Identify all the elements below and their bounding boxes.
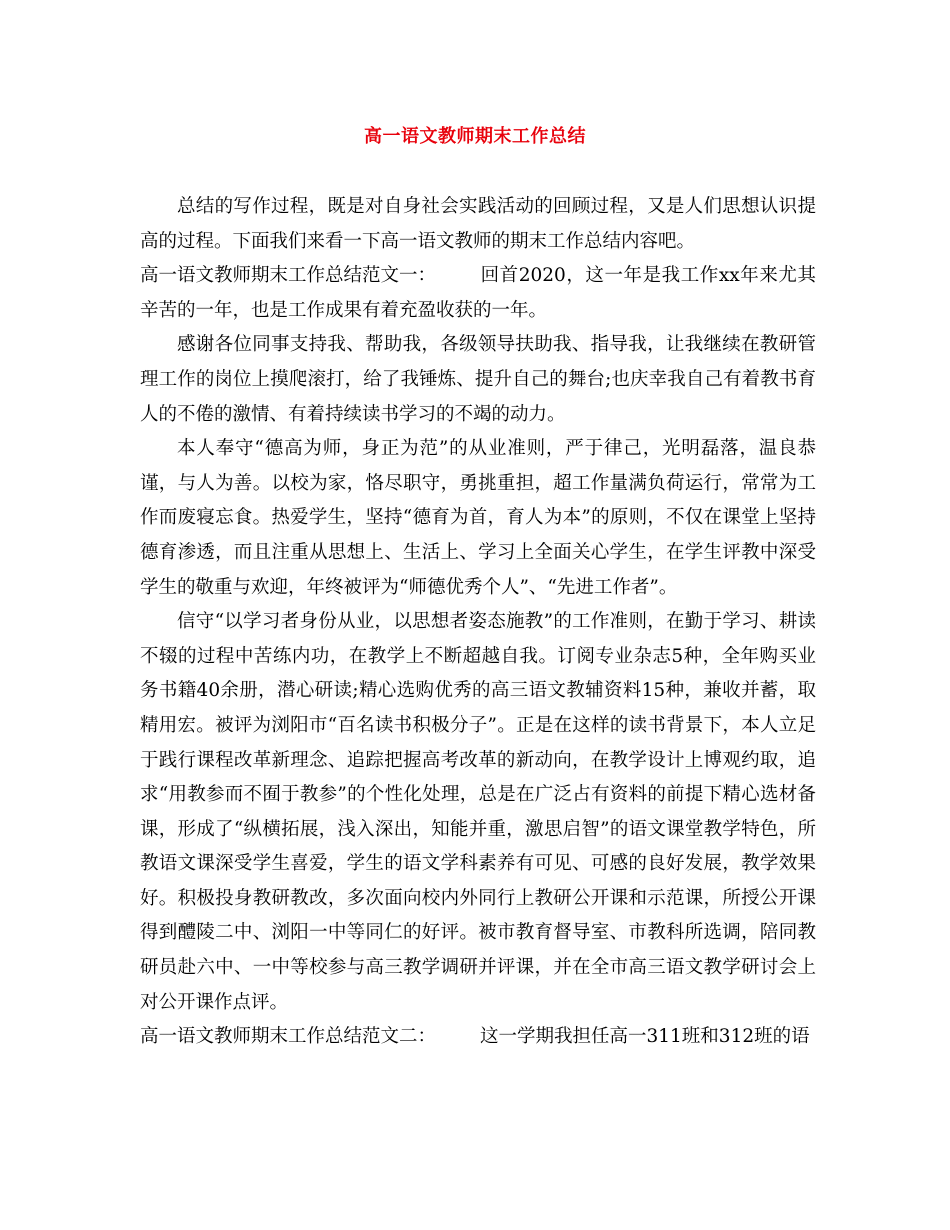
intro-paragraph: 总结的写作过程，既是对自身社会实践活动的回顾过程，又是人们思想认识提高的过程。下面我们来看一下高一语文教师的期末工作总结内容吧。 <box>140 196 816 252</box>
document-title: 高一语文教师期末工作总结 <box>364 126 586 147</box>
sample-two-text: 这一学期我担任高一311班和312班的语 <box>480 1026 810 1048</box>
sample-two-label: 高一语文教师期末工作总结范文二： <box>140 1026 437 1048</box>
sample-one-paragraph <box>140 259 816 328</box>
sample-one-text: 回首2020，这一年是我工作xx年来尤其辛苦的一年，也是工作成果有着充盈收获的一年。 <box>140 265 816 321</box>
sample-one-label: 高一语文教师期末工作总结范文一： <box>140 265 437 287</box>
ethics-paragraph: 本人奉守“德高为师，身正为范”的从业准则，严于律己，光明磊落，温良恭谨，与人为善。以校为家，恪尽职守，勇挑重担，超工作量满负荷运行，常常为工作而废寝忘食。热爱学生，坚持“德育为首，育人为本”的原则，不仅在课堂上坚持德育渗透，而且注重从思想上、生活上、学习上全面关心学生，在学生评教中深受学生的敬重与欢迎，年终被评为“师德优秀个人”、“先进工作者”。 <box>140 438 816 598</box>
document-body <box>140 190 816 1055</box>
sample-two-paragraph <box>140 1020 816 1055</box>
thanks-paragraph: 感谢各位同事支持我、帮助我，各级领导扶助我、指导我，让我继续在教研管理工作的岗位上摸爬滚打，给了我锤炼、提升自己的舞台;也庆幸我自己有着教书育人的不倦的激情、有着持续读书学习的不竭的动力。 <box>140 334 816 425</box>
study-paragraph: 信守“以学习者身份从业，以思想者姿态施教”的工作准则，在勤于学习、耕读不辍的过程中苦练内功，在教学上不断超越自我。订阅专业杂志5种，全年购买业务书籍40余册，潜心研读;精心选购优秀的高三语文教辅资料15种，兼收并蓄，取精用宏。被评为浏阳市“百名读书积极分子”。正是在这样的读书背景下，本人立足于践行课程改革新理念、追踪把握高考改革的新动向，在教学设计上博观约取，追求“用教参而不囿于教参”的个性化处理，总是在广泛占有资料的前提下精心选材备课，形成了“纵横拓展，浅入深出，知能并重，激思启智”的语文课堂教学特色，所教语文课深受学生喜爱，学生的语文学科素养有可见、可感的良好发展，教学效果好。积极投身教研教改，多次面向校内外同行上教研公开课和示范课，所授公开课得到醴陵二中、浏阳一中等同仁的好评。被市教育督导室、市教科所选调，陪同教研员赴六中、一中等校参与高三教学调研并评课，并在全市高三语文教学研讨会上对公开课作点评。 <box>140 611 816 1013</box>
